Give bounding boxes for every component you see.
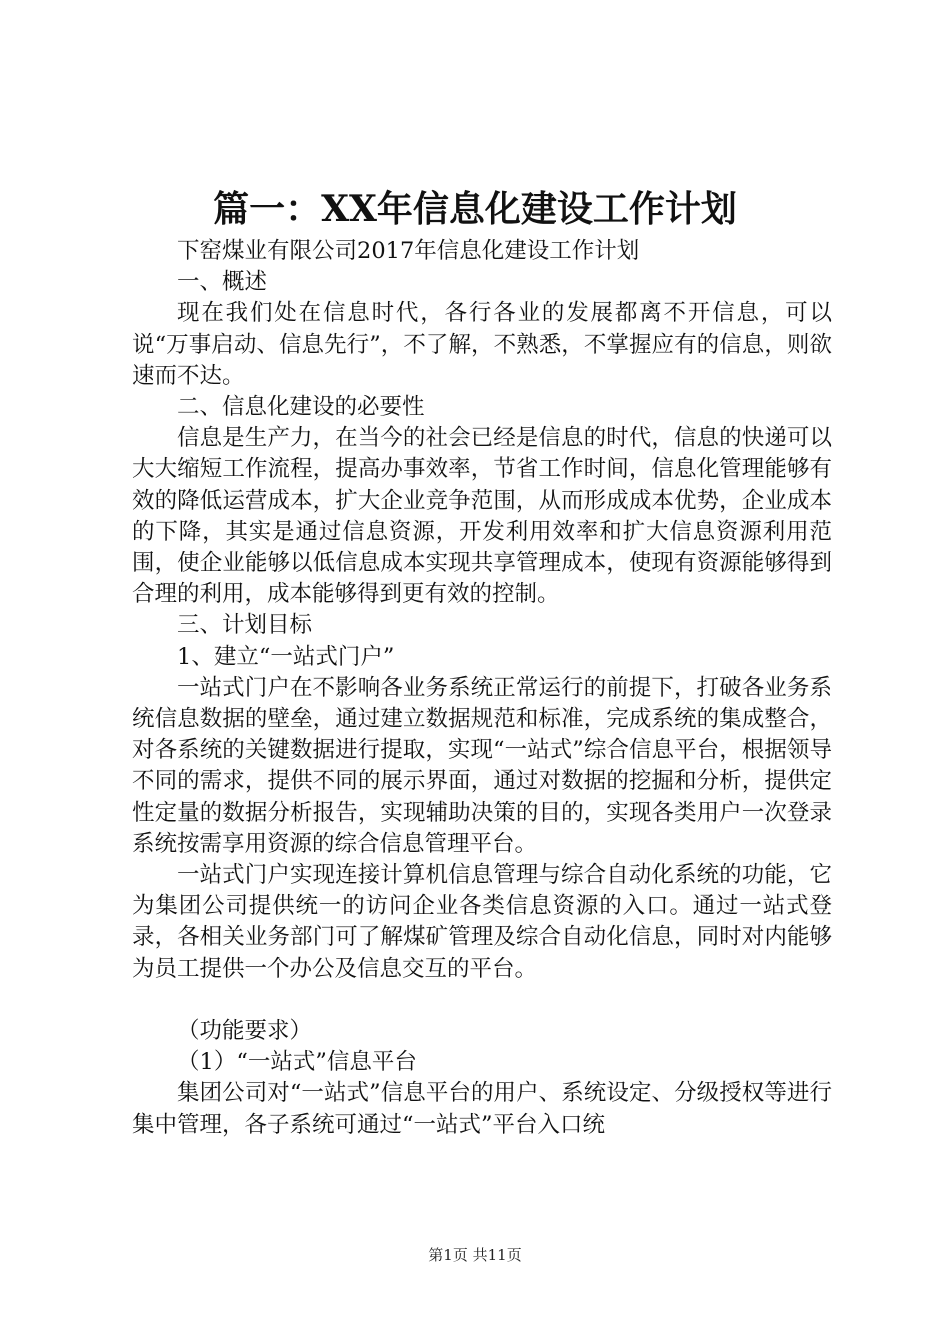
company-plan-heading: 下窑煤业有限公司2017年信息化建设工作计划 <box>177 238 640 264</box>
section-heading-overview: 一、概述 <box>177 269 268 296</box>
subsection-heading-portal: 1、建立“一站式门户” <box>177 643 395 670</box>
section-heading-goals: 三、计划目标 <box>177 612 313 639</box>
paragraph-necessity: 信息是生产力，在当今的社会已经是信息的时代，信息的快递可以大大缩短工作流程，提高办事效率，节省工作时间，信息化管理能够有效的降低运营成本，扩大企业竞争范围，从而形成成本优势，企业成本的下降，其实是通过信息资源，开发利用效率和扩大信息资源利用范围，使企业能够以低信息成本实现共享管理成本，使现有资源能够得到合理的利用，成本能够得到更有效的控制。 <box>132 425 832 608</box>
blank-line <box>132 985 832 1016</box>
paragraph-portal-1: 一站式门户在不影响各业务系统正常运行的前提下，打破各业务系统信息数据的壁垒，通过建立数据规范和标准，完成系统的集成整合，对各系统的关键数据进行提取，实现“一站式”综合信息平台，根据领导不同的需求，提供不同的展示界面，通过对数据的挖掘和分析，提供定性定量的数据分析报告，实现辅助决策的目的，实现各类用户一次登录系统按需享用资源的综合信息管理平台。 <box>132 674 832 857</box>
function-requirements-heading: （功能要求） <box>177 1018 313 1045</box>
page-footer: 第1页 共11页 <box>428 1246 522 1264</box>
item-heading-platform: （1）“一站式”信息平台 <box>177 1049 417 1076</box>
paragraph-overview: 现在我们处在信息时代，各行各业的发展都离不开信息，可以说“万事启动、信息先行”，不了解，不熟悉，不掌握应有的信息，则欲速而不达。 <box>132 300 832 389</box>
section-heading-necessity: 二、信息化建设的必要性 <box>177 394 425 421</box>
document-title: 篇一：XX年信息化建设工作计划 <box>213 188 737 230</box>
paragraph-portal-2: 一站式门户实现连接计算机信息管理与综合自动化系统的功能，它为集团公司提供统一的访问企业各类信息资源的入口。通过一站式登录，各相关业务部门可了解煤矿管理及综合自动化信息，同时对内能够为员工提供一个办公及信息交互的平台。 <box>132 862 832 982</box>
document-body <box>132 236 832 1141</box>
paragraph-platform: 集团公司对“一站式”信息平台的用户、系统设定、分级授权等进行集中管理，各子系统可通过“一站式”平台入口统 <box>132 1080 832 1138</box>
